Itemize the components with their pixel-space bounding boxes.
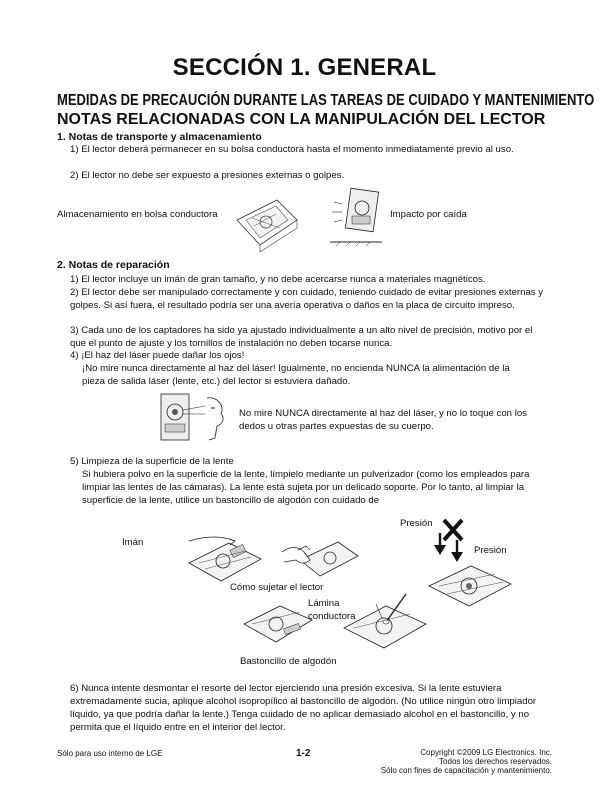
pickup-handling-subtitle: NOTAS RELACIONADAS CON LA MANIPULACIÓN DEL LECTOR — [57, 111, 546, 128]
section2-item-4: 4) ¡El haz del láser puede dañar los ojos! — [70, 350, 245, 361]
laser-warning-caption: No mire NUNCA directamente al haz del láser, y no lo toque con los dedos u otras partes expuestas de su cuerpo. — [239, 408, 527, 432]
magnet-pickup-illustration — [185, 535, 265, 585]
hold-pickup-illustration — [280, 532, 360, 582]
label-presion-1: Presión — [400, 518, 433, 529]
page-number: 1-2 — [296, 748, 311, 759]
section2-item-5-heading: 5) Limpieza de la superficie de la lente — [70, 456, 234, 467]
footer-copyright: Copyright ©2009 LG Electronics. Inc. — [420, 748, 552, 757]
pressure-pickup-illustration — [425, 560, 515, 610]
section2-item-5-text: Si hubiera polvo en la superficie de la lente, límpielo mediante un pulverizador (como los empleados para limpiar las lentes de las cámaras). La lente está sujeta por un delicado soporte. Por lo tanto, al limpiar la superficie de la lente, utilice un bastoncillo de algodón con cuidado de — [82, 469, 530, 506]
footer-purpose: Sólo con fines de capacitación y mantenimiento. — [380, 766, 552, 775]
impact-caption: Impacto por caída — [390, 209, 467, 220]
section2-item-6: 6) Nunca intente desmontar el resorte del lector ejerciendo una presión excesiva. Si la lente estuviera extremadamente sucia, aplique alcohol isopropílico al bastoncillo de algodón. (No utilice ningún otro limpiador líquido, ya que podría dañar la lente.) Tenga cuidado de no aplicar demasiado alcohol en el bastoncillo, y no permita que el líquido entre en el interior del lector. — [70, 683, 537, 733]
section2-item-2: 2) El lector debe ser manipulado correctamente y con cuidado, teniendo cuidado de evitar presiones externas y golpes. Si así fuera, el resultado podría ser una avería operativa o daños en la placa de circuito impreso. — [70, 287, 544, 311]
label-iman: Imán — [122, 537, 144, 548]
precautions-subtitle: MEDIDAS DE PRECAUCIÓN DURANTE LAS TAREAS DE CUIDADO Y MANTENIMIENTO — [57, 92, 595, 109]
section1-item-2: 2) El lector no debe ser expuesto a presiones externas o golpes. — [70, 170, 345, 181]
label-presion-2: Presión — [474, 545, 507, 556]
pressure-arrow-down-icon — [433, 533, 447, 555]
section1-item-1: 1) El lector deberá permanecer en su bolsa conductora hasta el momento inmediatamente previo al uso. — [70, 144, 514, 155]
cotton-swab-pickup-illustration — [340, 592, 430, 652]
section1-heading: 1. Notas de transporte y almacenamiento — [57, 131, 262, 143]
label-lamina-conductora: Lámina conductora — [308, 598, 356, 622]
drop-impact-illustration — [326, 186, 386, 248]
footer-rights: Todos los derechos reservados. — [439, 757, 552, 766]
storage-bag-illustration — [232, 190, 302, 255]
page-title: SECCIÓN 1. GENERAL — [172, 54, 437, 81]
storage-caption: Almacenamiento en bolsa conductora — [57, 209, 218, 220]
label-bastoncillo: Bastoncillo de algodón — [240, 656, 337, 667]
section2-item-1: 1) El lector incluye un imán de gran tamaño, y no debe acercarse nunca a materiales magnéticos. — [70, 274, 486, 285]
section2-item-3: 3) Cada uno de los captadores ha sido ya ajustado individualmente a un alto nivel de precisión, motivo por el que el punto de ajuste y los tornillos de instalación no deben tocarse nunca. — [70, 325, 533, 349]
section2-heading: 2. Notas de reparación — [57, 259, 170, 271]
label-como-sujetar: Cómo sujetar el lector — [230, 582, 324, 593]
footer-internal-use: Sólo para uso interno de LGE — [57, 749, 163, 758]
conductive-sheet-pickup-illustration — [240, 598, 315, 648]
section2-item-4-detail: ¡No mire nunca directamente al haz del láser! Igualmente, no encienda NUNCA la alimentación de la pieza de salida láser (lente, etc.) del lector si estuviera dañado. — [82, 363, 510, 387]
laser-eye-warning-illustration — [155, 390, 235, 450]
